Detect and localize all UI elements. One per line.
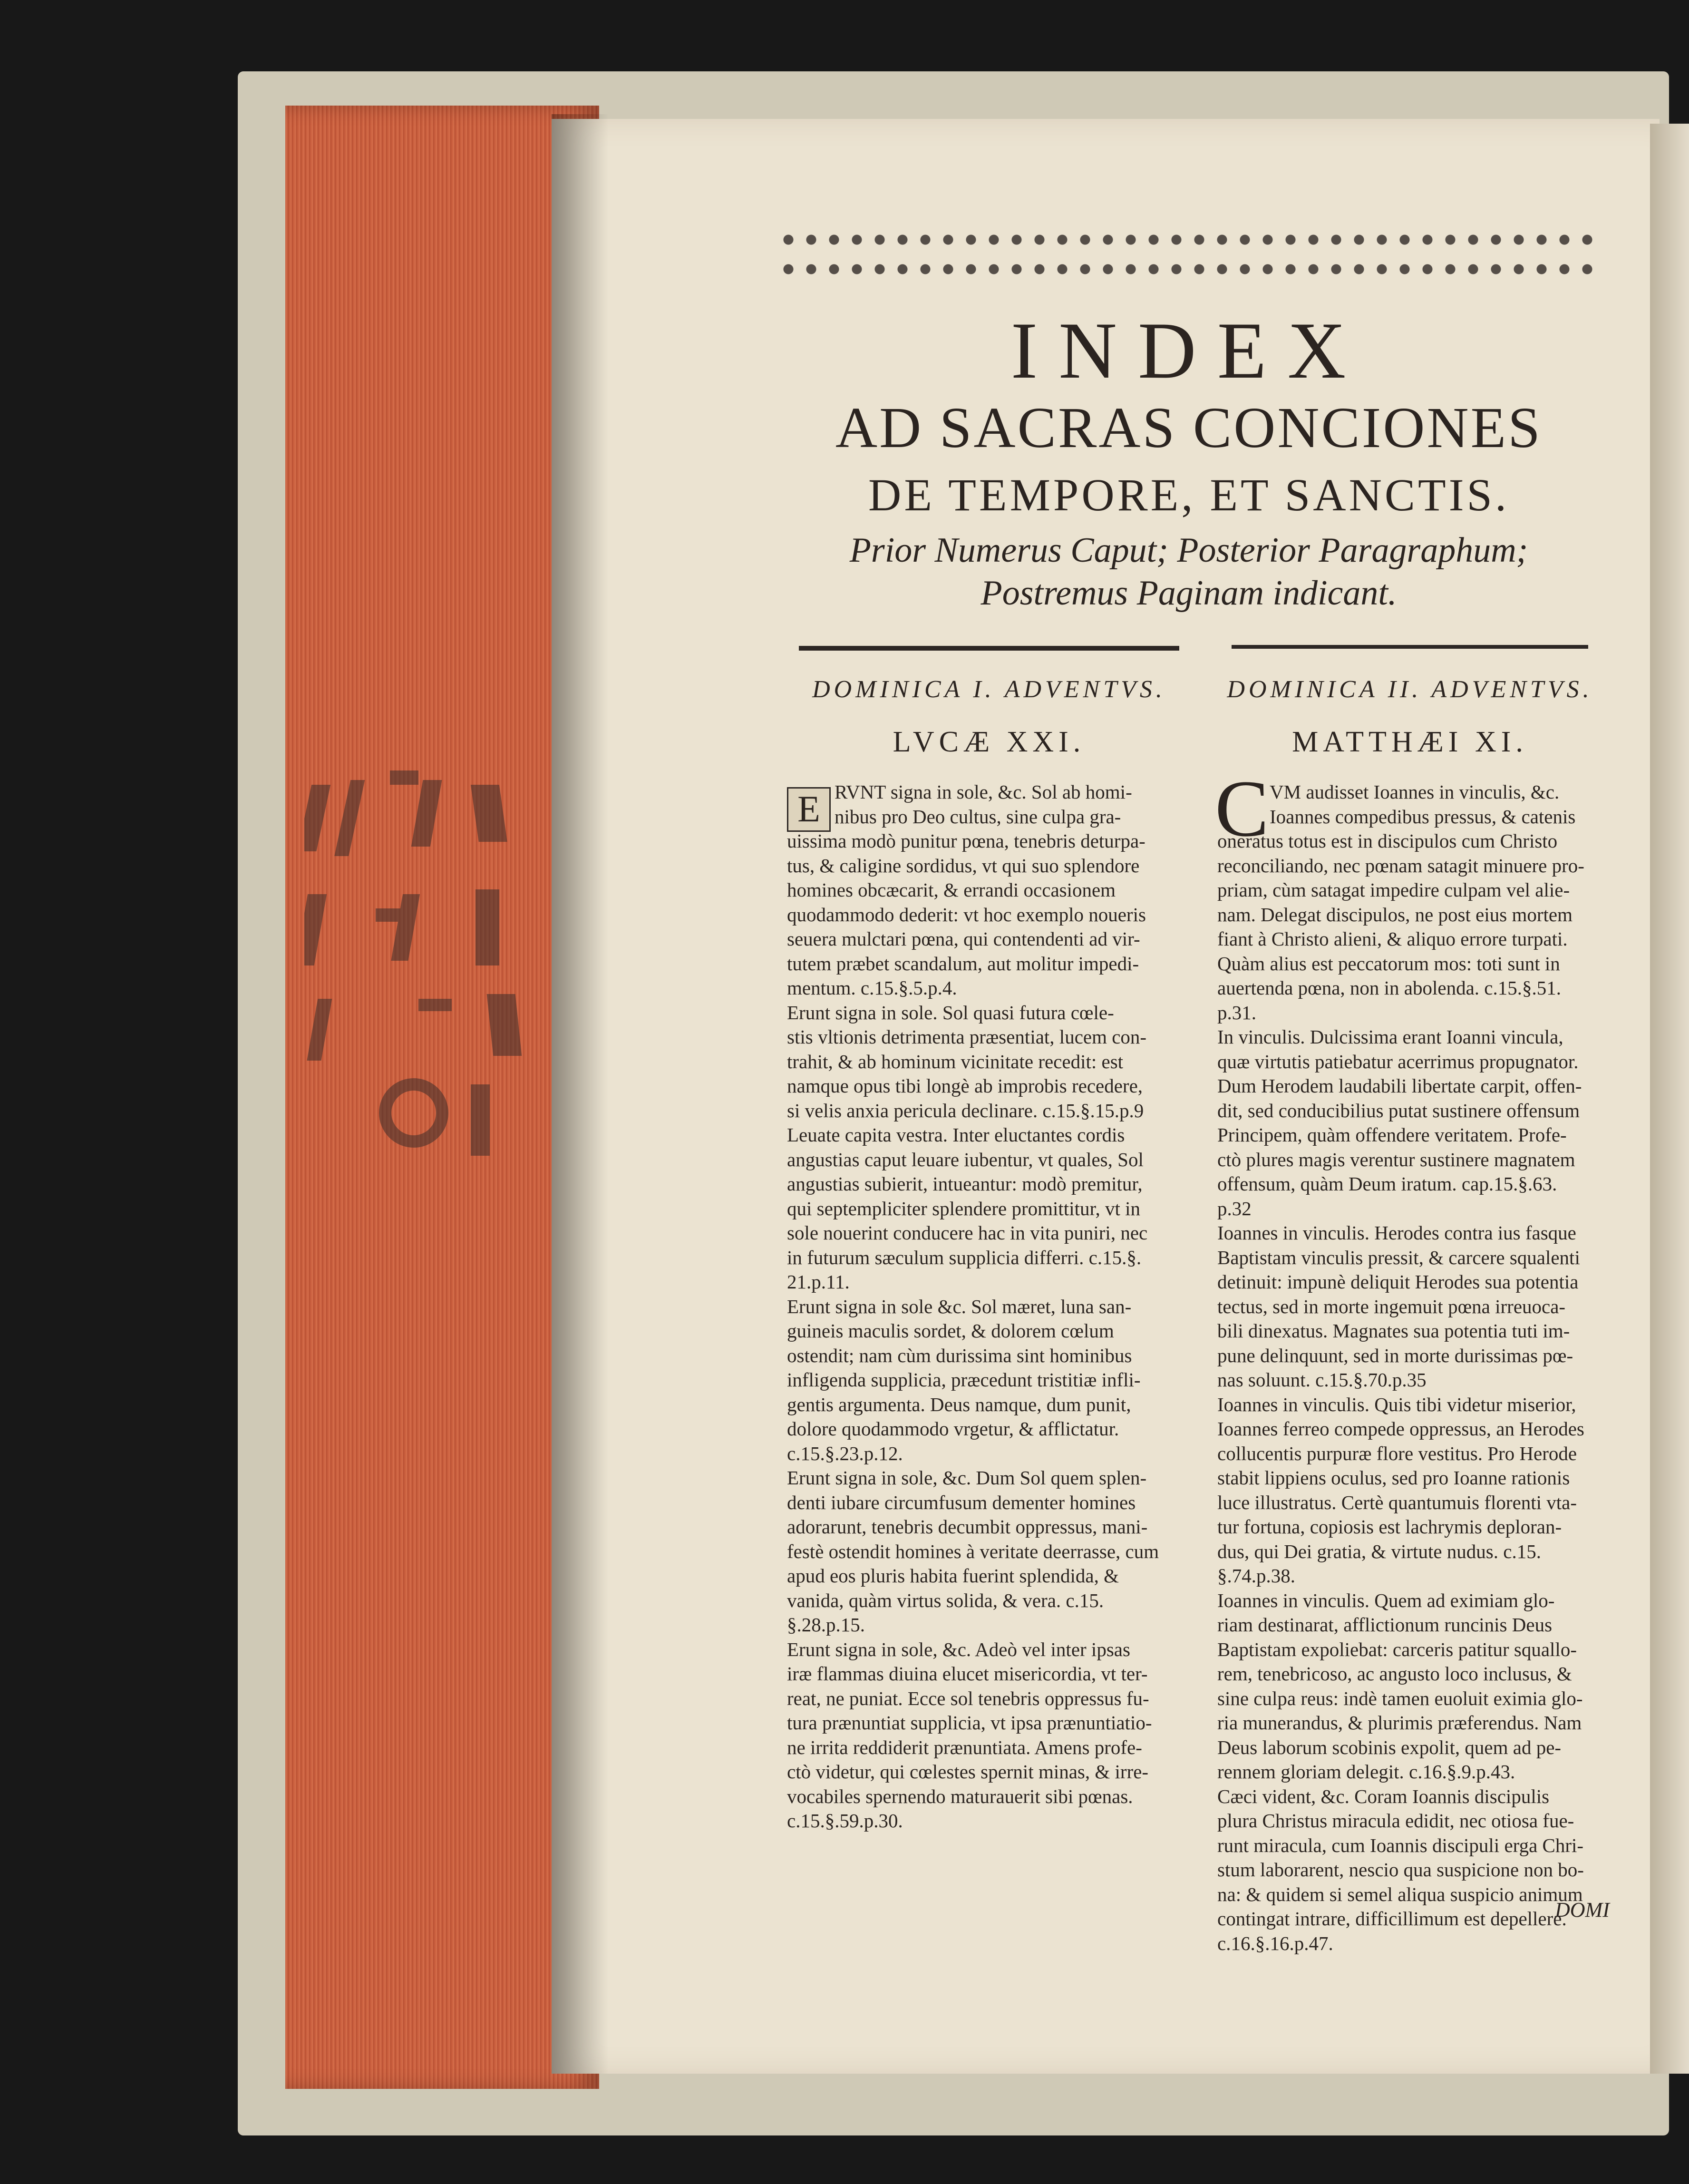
text-line: In vinculis. Dulcissima erant Ioanni vincula, <box>1217 1026 1563 1048</box>
text-line: Ioannes in vinculis. Quem ad eximiam glo- <box>1217 1589 1555 1611</box>
left-drop-cap: E <box>787 787 831 832</box>
text-line: vanida, quàm virtus solida, & vera. c.15. <box>787 1589 1104 1611</box>
text-line: mentum. c.15.§.5.p.4. <box>787 977 957 999</box>
text-line: denti iubare circumfusum dementer homines <box>787 1491 1136 1513</box>
text-line: sine culpa reus: indè tamen euoluit eximia glo- <box>1217 1687 1583 1709</box>
text-line: sole nouerint conducere hac in vita puniri, nec <box>787 1222 1148 1244</box>
text-line: contingat intrare, difficillimum est depellere. <box>1217 1908 1567 1930</box>
text-line: Ioannes ferreo compede oppressus, an Herodes <box>1217 1418 1584 1440</box>
text-line: Erunt signa in sole, &c. Dum Sol quem splen- <box>787 1467 1147 1489</box>
text-line: na: & quidem si semel aliqua suspicio animum <box>1217 1883 1583 1905</box>
index-note-line-1: Prior Numerus Caput; Posterior Paragraphum; <box>849 531 1528 570</box>
text-line: c.15.§.59.p.30. <box>787 1810 903 1832</box>
text-line: §.28.p.15. <box>787 1614 865 1636</box>
text-line: offensum, quàm Deum iratum. cap.15.§.63. <box>1217 1173 1557 1195</box>
text-line: trahit, & ab hominum vicinitate recedit: est <box>787 1050 1124 1072</box>
text-line: vocabiles spernendo maturauerit sibi pœnas. <box>787 1785 1133 1807</box>
text-line: pune delinquunt, sed in morte durissimas pœ- <box>1217 1344 1573 1366</box>
text-line: qui septempliciter splendere promittitur, vt in <box>787 1197 1141 1219</box>
text-line: priam, cùm satagat impedire culpam vel alie- <box>1217 879 1570 901</box>
text-line: nibus pro Deo cultus, sine culpa gra- <box>835 805 1121 828</box>
text-line: VM audisset Ioannes in vinculis, &c. <box>1270 781 1560 803</box>
text-line: quæ virtutis patiebatur acerrimus propugnator. <box>1217 1050 1579 1072</box>
text-line: nas soluunt. c.15.§.70.p.35 <box>1217 1369 1427 1391</box>
text-line: auertenda pœna, non in abolenda. c.15.§.51. <box>1217 977 1561 999</box>
text-line: homines obcæcarit, & errandi occasionem <box>787 879 1116 901</box>
text-line: quodammodo dederit: vt hoc exemplo noueris <box>787 903 1146 926</box>
text-line: nam. Delegat discipulos, ne post eius mortem <box>1217 903 1573 926</box>
text-line: rem, tenebricoso, ac angusto loco inclusus, & <box>1217 1663 1572 1685</box>
text-line: stabit lippiens oculus, sed pro Ioanne rationis <box>1217 1467 1570 1489</box>
text-line: riam destinarat, afflictionum runcinis Deus <box>1217 1614 1553 1636</box>
text-line: Cæci vident, &c. Coram Ioannis discipulis <box>1217 1785 1550 1807</box>
rule-right <box>1232 645 1588 649</box>
text-line: seuera mulctari pœna, qui contendenti ad vir- <box>787 928 1140 950</box>
text-line: adorarunt, tenebris decumbit oppressus, mani- <box>787 1516 1148 1538</box>
text-line: c.16.§.16.p.47. <box>1217 1932 1333 1954</box>
right-page-edge <box>1650 124 1689 2074</box>
text-line: detinuit: impunè deliquit Herodes sua potentia <box>1217 1271 1579 1293</box>
text-line: Baptistam expoliebat: carceris patitur squallo- <box>1217 1638 1577 1660</box>
text-line: Dum Herodem laudabili libertate carpit, offen- <box>1217 1075 1582 1097</box>
text-line: infligenda supplicia, præcedunt tristitiæ infli- <box>787 1369 1141 1391</box>
text-line: Ioannes in vinculis. Quis tibi videtur miserior, <box>1217 1393 1576 1415</box>
text-line: reat, ne puniat. Ecce sol tenebris oppressus fu- <box>787 1687 1149 1709</box>
right-column-heading: DOMINICA II. ADVENTVS. <box>1227 676 1593 703</box>
text-line: tur fortuna, copiosis est lachrymis deploran- <box>1217 1516 1562 1538</box>
text-line: stum laborarent, nescio qua suspicione non bo- <box>1217 1859 1584 1881</box>
page-title: INDEX <box>1010 306 1367 395</box>
text-line: bili dinexatus. Magnates sua potentia tuti im- <box>1217 1320 1570 1342</box>
text-line: p.31. <box>1217 1001 1256 1024</box>
text-line: RVNT signa in sole, &c. Sol ab homi- <box>835 781 1132 803</box>
text-line: Deus laborum scobinis expolit, quem ad pe- <box>1217 1736 1562 1758</box>
index-note-line-2: Postremus Paginam indicant. <box>980 574 1397 613</box>
text-line: Ioannes in vinculis. Herodes contra ius fasque <box>1217 1222 1576 1244</box>
text-line: si velis anxia pericula declinare. c.15.§.15.p.9 <box>787 1099 1144 1121</box>
text-line: gentis argumenta. Deus namque, dum punit, <box>787 1393 1131 1415</box>
text-line: dolore quodammodo vrgetur, & afflictatur. <box>787 1418 1119 1440</box>
text-line: ctò plures magis verentur sustinere magnatem <box>1217 1148 1575 1170</box>
text-line: p.32 <box>1217 1197 1252 1219</box>
text-line: Baptistam vinculis pressit, & carcere squalenti <box>1217 1246 1580 1268</box>
text-line: §.74.p.38. <box>1217 1565 1295 1587</box>
text-line: fiant à Christo alieni, & aliquo errore turpati. <box>1217 928 1568 950</box>
text-line: in futurum sæculum supplicia differri. c.15.§. <box>787 1246 1142 1268</box>
text-line: tura prænuntiat supplicia, vt ipsa prænuntiatio- <box>787 1712 1152 1734</box>
text-line: iræ flammas diuina elucet misericordia, vt ter- <box>787 1663 1148 1685</box>
right-drop-cap: C <box>1215 764 1269 853</box>
text-line: festè ostendit homines à veritate deerrasse, cum <box>787 1540 1159 1562</box>
text-line: stis vltionis detrimenta præsentiat, lucem con- <box>787 1026 1147 1048</box>
text-line: Principem, quàm offendere veritatem. Profe- <box>1217 1124 1567 1146</box>
text-line: plura Christus miracula edidit, nec otiosa fue- <box>1217 1810 1574 1832</box>
faded-stamp-image <box>304 751 580 1180</box>
text-line: tus, & caligine sordidus, vt qui suo splendore <box>787 854 1140 877</box>
right-column-text <box>1217 780 1621 1956</box>
text-line: tutem præbet scandalum, aut molitur impedi- <box>787 952 1139 975</box>
text-line: runt miracula, cum Ioannis discipuli erga Chri- <box>1217 1834 1584 1856</box>
text-line: apud eos pluris habita fuerint splendida, & <box>787 1565 1119 1587</box>
text-line: rennem gloriam delegit. c.16.§.9.p.43. <box>1217 1761 1515 1783</box>
text-line: luce illustratus. Certè quantumuis florenti vta- <box>1217 1491 1577 1513</box>
text-line: Erunt signa in sole, &c. Adeò vel inter ipsas <box>787 1638 1130 1660</box>
text-line: collucentis purpuræ flore vestitus. Pro Herode <box>1217 1442 1577 1464</box>
text-line: Ioannes compedibus pressus, & catenis <box>1270 805 1576 828</box>
title-line-3: DE TEMPORE, ET SANCTIS. <box>868 469 1509 520</box>
title-line-2: AD SACRAS CONCIONES <box>835 396 1543 460</box>
left-column-subheading: LVCÆ XXI. <box>893 726 1086 758</box>
text-line: angustias caput leuare iubentur, vt quales, Sol <box>787 1148 1144 1170</box>
text-line: ostendit; nam cùm durissima sint hominibus <box>787 1344 1132 1366</box>
ornamental-border-bottom <box>780 252 1598 286</box>
left-column-text <box>787 780 1196 1833</box>
text-line: angustias subierit, intueantur: modò premitur, <box>787 1173 1143 1195</box>
text-line: Quàm alius est peccatorum mos: toti sunt in <box>1217 952 1560 975</box>
right-column-subheading: MATTHÆI XI. <box>1292 726 1528 758</box>
text-line: uissima modò punitur pœna, tenebris deturpa- <box>787 830 1145 852</box>
text-line: c.15.§.23.p.12. <box>787 1442 903 1464</box>
text-line: Erunt signa in sole &c. Sol mæret, luna san- <box>787 1295 1132 1317</box>
text-line: tectus, sed in morte ingemuit pœna irreuoca- <box>1217 1295 1566 1317</box>
text-line: ctò videtur, qui cœlestes spernit minas, & irre- <box>787 1761 1149 1783</box>
text-line: guineis maculis sordet, & dolorem cœlum <box>787 1320 1114 1342</box>
text-line: reconciliando, nec pœnam satagit minuere pro- <box>1217 854 1584 877</box>
text-line: Leuate capita vestra. Inter eluctantes cordis <box>787 1124 1125 1146</box>
text-line: ria munerandus, & plurimis præferendus. Nam <box>1217 1712 1582 1734</box>
text-line: dit, sed conducibilius putat sustinere offensum <box>1217 1099 1580 1121</box>
text-line: oneratus totus est in discipulos cum Christo <box>1217 830 1558 852</box>
text-line: Erunt signa in sole. Sol quasi futura cœle- <box>787 1001 1114 1024</box>
catchword: DOMI <box>1555 1898 1610 1921</box>
text-line: 21.p.11. <box>787 1271 850 1293</box>
rule-left <box>799 646 1179 651</box>
text-line: ne irrita reddiderit prænuntiata. Amens profe- <box>787 1736 1142 1758</box>
left-column-heading: DOMINICA I. ADVENTVS. <box>812 676 1166 703</box>
text-line: dus, qui Dei gratia, & virtute nudus. c.15. <box>1217 1540 1541 1562</box>
text-line: namque opus tibi longè ab improbis recedere, <box>787 1075 1143 1097</box>
